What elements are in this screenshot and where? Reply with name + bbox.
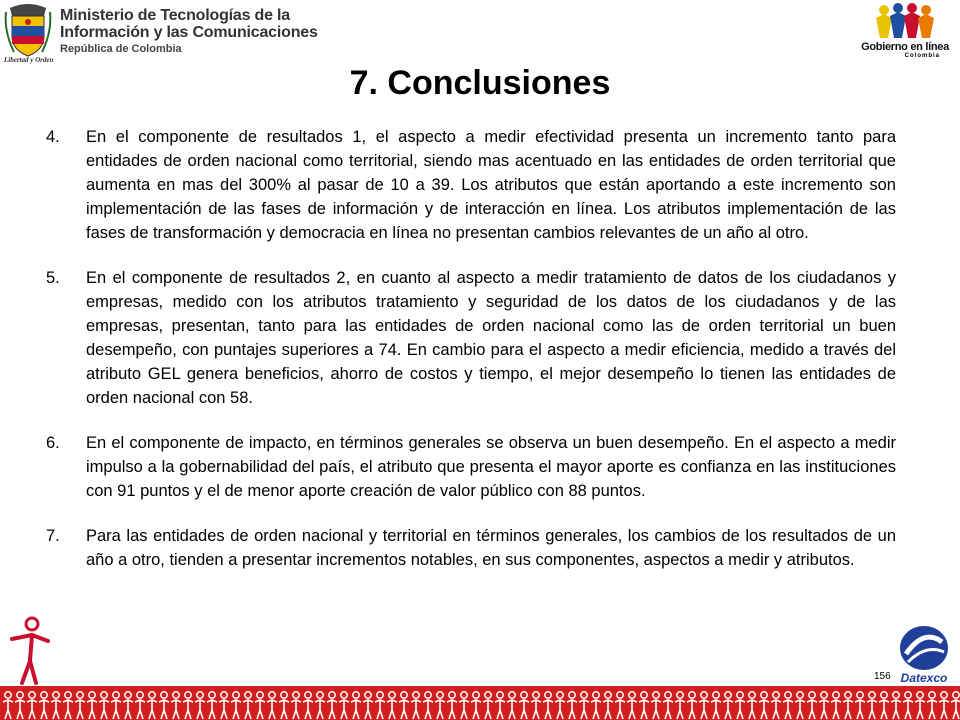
footer-figure-icon: [855, 692, 865, 719]
footer-people-pattern: [0, 686, 960, 720]
footer-figure-icon: [183, 692, 193, 719]
footer-figure-icon: [699, 692, 709, 719]
footer-figure-icon: [591, 692, 601, 719]
page-number: 156: [874, 671, 891, 682]
footer-figure-icon: [639, 692, 649, 719]
footer-figure-icon: [327, 692, 337, 719]
footer-figure-icon: [603, 692, 613, 719]
footer-figure-icon: [951, 692, 960, 719]
footer-figure-icon: [687, 692, 697, 719]
footer-figure-icon: [435, 692, 445, 719]
footer-figure-icon: [771, 692, 781, 719]
footer-band: [0, 686, 960, 720]
item-text: En el componente de impacto, en términos generales se observa un buen desempeño. En el aspecto a medir impulso a la gobernabilidad del país, el atributo que presenta el mayor aporte es confianza en las instituciones con 91 puntos y el de menor aporte creación de valor público con 88 puntos.: [86, 434, 896, 500]
footer-figure-icon: [471, 692, 481, 719]
footer-figure-icon: [483, 692, 493, 719]
footer-figure-icon: [447, 692, 457, 719]
footer-figure-icon: [879, 692, 889, 719]
footer-figure-icon: [735, 692, 745, 719]
ministry-line-1: Ministerio de Tecnologías de la: [60, 7, 290, 24]
item-number: 6.: [46, 434, 60, 452]
footer-figure-icon: [243, 692, 253, 719]
list-item: [46, 524, 896, 572]
footer-figure-icon: [219, 692, 229, 719]
footer-figure-icon: [339, 692, 349, 719]
footer-figure-icon: [459, 692, 469, 719]
footer-figure-icon: [75, 692, 85, 719]
footer-figure-icon: [411, 692, 421, 719]
footer-figure-icon: [747, 692, 757, 719]
footer-figure-icon: [363, 692, 373, 719]
item-number: 5.: [46, 269, 60, 287]
footer-figure-icon: [231, 692, 241, 719]
gobierno-en-linea-logo: [860, 2, 950, 64]
footer-figure-icon: [939, 692, 949, 719]
footer-figure-icon: [3, 692, 13, 719]
slide-title: 7. Conclusiones: [349, 64, 611, 102]
colombia-coat-of-arms-icon: [4, 2, 52, 64]
footer-figure-icon: [891, 692, 901, 719]
footer-figure-icon: [27, 692, 37, 719]
conclusions-list: [46, 125, 896, 593]
footer-figure-icon: [15, 692, 25, 719]
footer-figure-icon: [915, 692, 925, 719]
footer-figure-icon: [147, 692, 157, 719]
footer-figure-icon: [819, 692, 829, 719]
footer-figure-icon: [39, 692, 49, 719]
list-item: [46, 431, 896, 503]
footer-figure-icon: [615, 692, 625, 719]
gel-logo-text: Gobierno en línea: [861, 41, 949, 53]
footer-figure-icon: [651, 692, 661, 719]
footer-figure-icon: [795, 692, 805, 719]
footer-figure-icon: [927, 692, 937, 719]
people-group-icon: [870, 2, 940, 40]
footer-figure-icon: [123, 692, 133, 719]
footer-figure-icon: [675, 692, 685, 719]
footer-figure-icon: [315, 692, 325, 719]
footer-figure-icon: [507, 692, 517, 719]
ministry-header: [4, 2, 318, 64]
footer-figure-icon: [159, 692, 169, 719]
footer-figure-icon: [519, 692, 529, 719]
footer-figure-icon: [867, 692, 877, 719]
ministry-line-3: República de Colombia: [60, 42, 182, 55]
footer-figure-icon: [903, 692, 913, 719]
footer-figure-icon: [759, 692, 769, 719]
footer-figure-icon: [387, 692, 397, 719]
footer-figure-icon: [51, 692, 61, 719]
footer-figure-icon: [495, 692, 505, 719]
footer-figure-icon: [723, 692, 733, 719]
item-text: En el componente de resultados 1, el aspecto a medir efectividad presenta un incremento tanto para entidades de orden nacional como territorial, siendo mas acentuado en las entidades de orden territorial que aumenta en mas del 300% al pasar de 10 a 39. Los atributos que están aportando a este incremento son implementación de las fases de información y de interacción en línea. Los atributos implementación de las fases de transformación y democracia en línea no presentan cambios relevantes de un año al otro.: [86, 128, 896, 242]
item-text: Para las entidades de orden nacional y territorial en términos generales, los cambios de los resultados de un año a otro, tienden a presentar incrementos notables, en sus componentes, aspectos a medir y atributos.: [86, 527, 896, 569]
datexco-label: Datexco: [900, 671, 948, 685]
footer-figure-icon: [663, 692, 673, 719]
footer-figure-icon: [135, 692, 145, 719]
footer-figure-icon: [87, 692, 97, 719]
list-item: [46, 266, 896, 410]
footer-figure-icon: [255, 692, 265, 719]
footer-figure-icon: [711, 692, 721, 719]
footer-figure-icon: [291, 692, 301, 719]
footer-figure-icon: [567, 692, 577, 719]
footer-figure-icon: [279, 692, 289, 719]
footer-figure-icon: [555, 692, 565, 719]
footer-figure-icon: [531, 692, 541, 719]
footer-figure-icon: [579, 692, 589, 719]
footer-figure-icon: [195, 692, 205, 719]
footer-figure-icon: [783, 692, 793, 719]
footer-figure-icon: [171, 692, 181, 719]
footer-figure-icon: [267, 692, 277, 719]
item-number: 7.: [46, 527, 60, 545]
datexco-logo: [896, 624, 952, 686]
list-item: [46, 125, 896, 245]
footer-figure-icon: [99, 692, 109, 719]
gel-logo-sub: Colombia: [904, 53, 940, 59]
item-number: 4.: [46, 128, 60, 146]
person-figure-icon: [8, 615, 52, 685]
footer-figure-icon: [423, 692, 433, 719]
item-text: En el componente de resultados 2, en cuanto al aspecto a medir tratamiento de datos de los ciudadanos y empresas, medido con los atributos tratamiento y seguridad de los datos de los ciudadanos y de las empresas, presentan, tanto para las entidades de orden nacional como las de orden territorial un buen desempeño, con puntajes superiores a 74. En cambio para el aspecto a medir eficiencia, medido a través del atributo GEL genera beneficios, ahorro de costos y tiempo, el mejor desempeño lo tienen las entidades de orden nacional con 58.: [86, 269, 896, 407]
ministry-line-2: Información y las Comunicaciones: [60, 23, 318, 41]
footer-figure-icon: [831, 692, 841, 719]
footer-figure-icon: [111, 692, 121, 719]
footer-figure-icon: [303, 692, 313, 719]
footer-figure-icon: [843, 692, 853, 719]
footer-figure-icon: [207, 692, 217, 719]
seal-caption: Libertad y Orden: [4, 56, 54, 64]
footer-figure-icon: [399, 692, 409, 719]
footer-figure-icon: [375, 692, 385, 719]
footer-figure-icon: [627, 692, 637, 719]
footer-figure-icon: [351, 692, 361, 719]
footer-figure-icon: [63, 692, 73, 719]
footer-figure-icon: [543, 692, 553, 719]
ministry-name: [60, 8, 318, 55]
footer-figure-icon: [807, 692, 817, 719]
